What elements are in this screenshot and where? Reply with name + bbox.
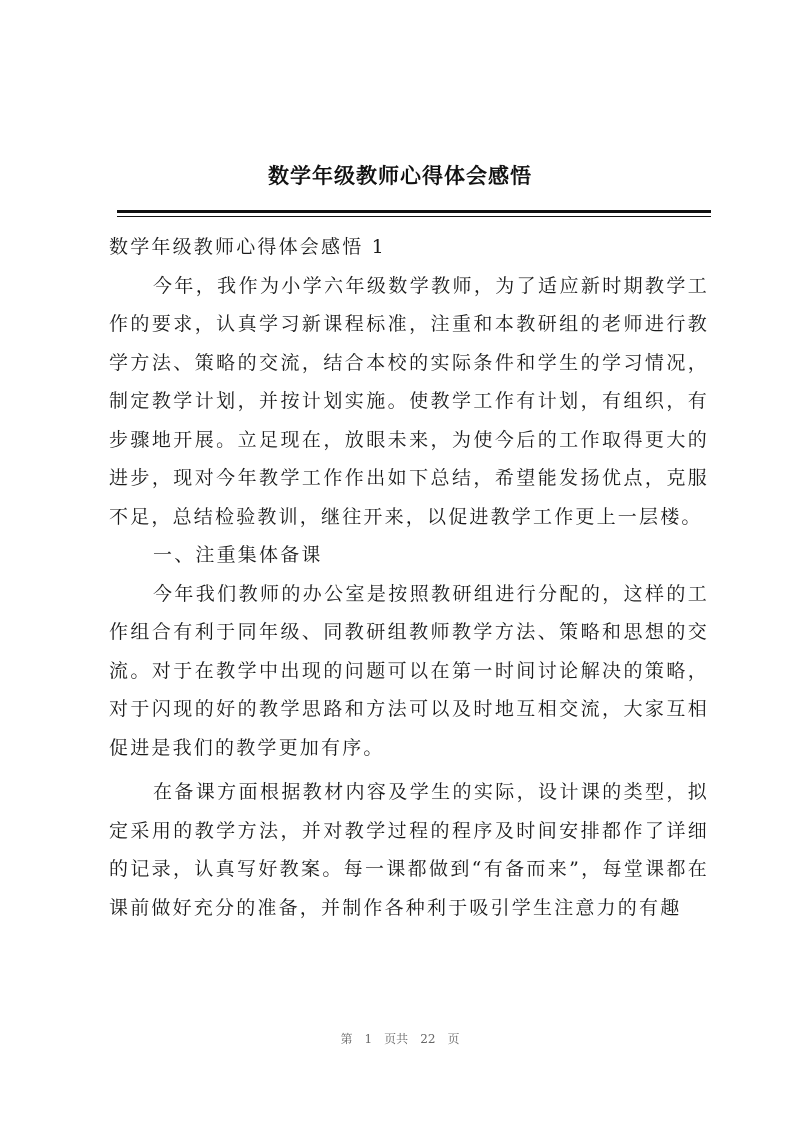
footer-page-of: 页共 xyxy=(384,1032,409,1046)
footer-total-pages: 22 xyxy=(420,1032,436,1046)
footer-page-number: 1 xyxy=(364,1032,373,1046)
document-body xyxy=(109,228,709,927)
page-footer xyxy=(0,1030,800,1047)
footer-page-suffix: 页 xyxy=(447,1032,460,1046)
paragraph-intro: 今年，我作为小学六年级数学教师，为了适应新时期教学工作的要求，认真学习新课程标准，注重和本教研组的老师进行教学方法、策略的交流，结合本校的实际条件和学生的学习情况，制定教学计划，并按计划实施。使教学工作有计划，有组织，有步骤地开展。立足现在，放眼未来，为使今后的工作取得更大的进步，现对今年教学工作作出如下总结，希望能发扬优点，克服不足，总结检验教训，继往开来，以促进教学工作更上一层楼。 xyxy=(109,274,709,528)
title-divider-thick xyxy=(117,210,711,213)
title-divider-thin xyxy=(117,216,711,217)
document-title: 数学年级教师心得体会感悟 xyxy=(268,164,532,188)
paragraph-collective-prep: 今年我们教师的办公室是按照教研组进行分配的，这样的工作组合有利于同年级、同教研组教师教学方法、策略和思想的交流。对于在教学中出现的问题可以在第一时间讨论解决的策略，对于闪现的好的教学思路和方法可以及时地互相交流，大家互相促进是我们的教学更加有序。 xyxy=(109,582,709,759)
footer-page-label: 第 xyxy=(340,1032,353,1046)
section-subtitle: 数学年级教师心得体会感悟 1 xyxy=(109,236,386,258)
paragraph-lesson-prep: 在备课方面根据教材内容及学生的实际，设计课的类型，拟定采用的教学方法，并对教学过程的程序及时间安排都作了详细的记录，认真写好教案。每一课都做到“有备而来”，每堂课都在课前做好充分的准备，并制作各种利于吸引学生注意力的有趣 xyxy=(109,781,709,919)
section-heading: 一、注重集体备课 xyxy=(153,544,323,566)
